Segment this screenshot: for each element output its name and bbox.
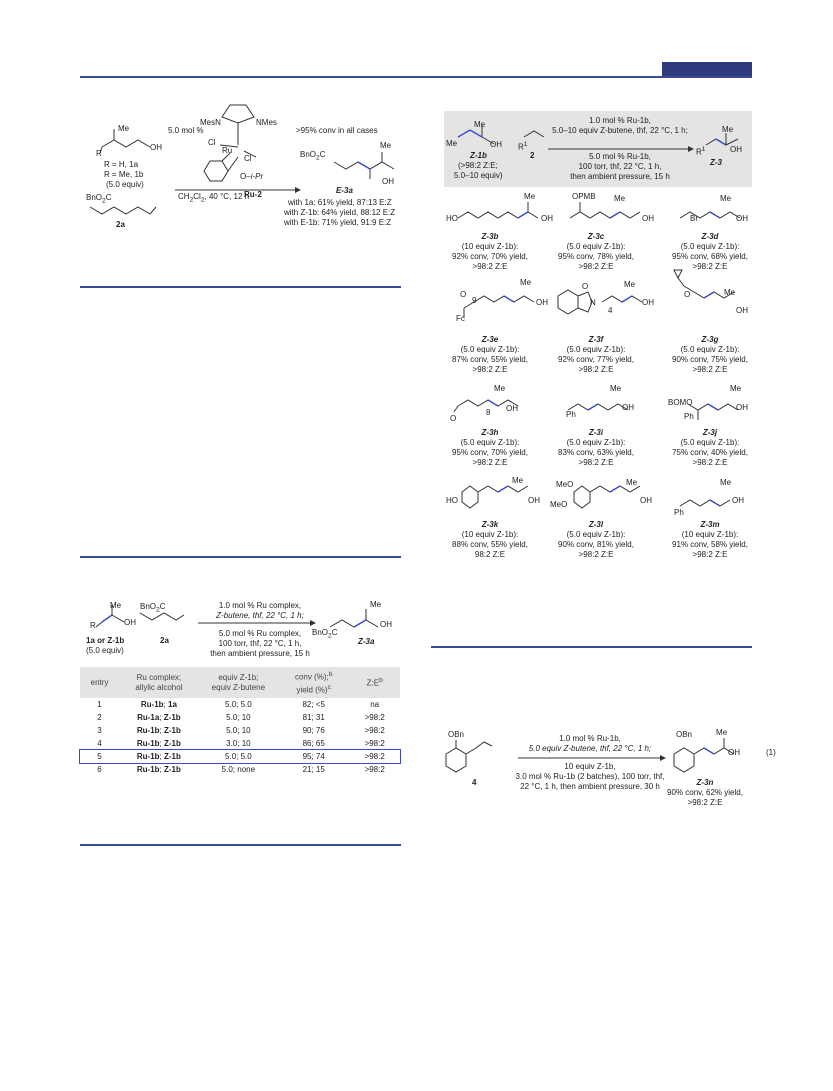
- eq1-p-oh: OH: [728, 748, 740, 757]
- p3d-me: Me: [720, 194, 732, 203]
- rt-eq: 5.0–10 equiv): [454, 171, 503, 180]
- cell-entry: 2: [97, 713, 102, 723]
- rt-p-r1: $R^1$: [696, 146, 706, 157]
- p3j-oh: OH: [736, 403, 748, 412]
- cell-cat: Ru-1b; Z-1b: [136, 739, 181, 749]
- r-me-label: R = Me, 1b: [104, 170, 144, 179]
- eq1-obn: OBn: [448, 730, 465, 739]
- cell-eq: 3.0; 10: [226, 739, 251, 749]
- cell-eq: 5.0; 5.0: [225, 752, 252, 762]
- p3c-caption: Z-3c (5.0 equiv Z-1b): 95% conv, 78% yield, >98:2 Z:E: [558, 232, 634, 271]
- eq1-number: (1): [766, 748, 776, 757]
- prod-label: E-3a: [336, 186, 353, 195]
- eq1-p-caption: Z-3n 90% conv, 62% yield, >98:2 Z:E: [667, 778, 743, 807]
- bnoc-label: BnO$_2$C: [86, 193, 112, 205]
- p3e-me: Me: [520, 278, 532, 287]
- cell-cy: 90; 76: [302, 726, 325, 736]
- cell-cy: 21; 15: [302, 765, 325, 775]
- nmes: NMes: [256, 118, 277, 127]
- p3c-oh: OH: [642, 214, 654, 223]
- table-row: [80, 711, 400, 724]
- table-row: [80, 737, 400, 750]
- th-ru-complex: Ru complex; allylic alcohol: [119, 667, 199, 698]
- results-table: [80, 667, 400, 776]
- lb-sm-label: 1a or Z-1b: [86, 636, 125, 645]
- right-rule: [431, 646, 752, 648]
- cell-cat: Ru-1b; Z-1b: [136, 726, 181, 736]
- cell-eq: 5.0; 5.0: [225, 700, 252, 710]
- p3l-sub1: MeO: [556, 480, 574, 489]
- table-row-highlighted: [80, 750, 400, 763]
- lb-sm-equiv: (5.0 equiv): [86, 646, 124, 655]
- p3j-sub1: BOMO: [668, 398, 693, 407]
- table-row: [80, 698, 400, 711]
- p3d-oh: OH: [736, 214, 748, 223]
- p3g-me: Me: [724, 288, 736, 297]
- eq1-c4: 3.0 mol % Ru-1b (2 batches), 100 torr, thf,: [515, 772, 665, 781]
- p3h-sub: O: [450, 414, 457, 423]
- p3m-caption: Z-3m (10 equiv Z-1b): 91% conv, 58% yield, >98:2 Z:E: [672, 520, 748, 559]
- ru: Ru: [222, 146, 233, 155]
- header-tag: [662, 62, 752, 76]
- eq1-p-me: Me: [716, 728, 728, 737]
- cell-ze: >98:2: [364, 752, 385, 762]
- cell-ze: >98:2: [364, 765, 385, 775]
- eq1-cmpd4: 4: [472, 778, 477, 787]
- rt-oh: OH: [490, 140, 502, 149]
- p3h-caption: Z-3h (5.0 equiv Z-1b): 95% conv, 70% yield, >98:2 Z:E: [452, 428, 528, 467]
- p3e-caption: Z-3e (5.0 equiv Z-1b): 87% conv, 55% yield, >98:2 Z:E: [452, 335, 528, 374]
- p3h-n: 8: [486, 408, 491, 417]
- rt-me2: Me: [446, 139, 458, 148]
- p3f-caption: Z-3f (5.0 equiv Z-1b): 92% conv, 77% yield, >98:2 Z:E: [558, 335, 634, 374]
- cell-eq: 5.0; none: [221, 765, 256, 775]
- p3k-me: Me: [512, 476, 524, 485]
- lb-bnoc: BnO$_2$C: [140, 602, 166, 614]
- rt-ze: (>98:2 Z:E;: [458, 161, 498, 170]
- p3f-oh: OH: [642, 298, 654, 307]
- cell-cy: 95; 74: [302, 752, 325, 762]
- lb-cond3: 5.0 mol % Ru complex,: [218, 629, 302, 638]
- header-rule: [80, 76, 752, 78]
- p3m-me: Me: [720, 478, 732, 487]
- cell-ze: >98:2: [364, 726, 385, 736]
- lb-prod-bnoc: BnO$_2$C: [312, 628, 338, 640]
- rt-c1: 1.0 mol % Ru-1b,: [589, 116, 651, 125]
- rt-c2: 5.0–10 equiv Z-butene, thf, 22 °C, 1 h;: [552, 126, 688, 135]
- p3e-sub1: Fc: [456, 314, 465, 323]
- p3b-caption: Z-3b (10 equiv Z-1b): 92% conv, 70% yield, >98:2 Z:E: [452, 232, 528, 271]
- p3m-oh: OH: [732, 496, 744, 505]
- rt-me1: Me: [474, 120, 486, 129]
- p3d-sub: Br: [690, 214, 698, 223]
- mesn: MesN: [200, 118, 221, 127]
- th-conv: conv (%);$^b$ yield (%)$^c$: [278, 667, 349, 698]
- prod-me: Me: [380, 141, 392, 150]
- cell-cat: Ru-1b; Z-1b: [136, 752, 181, 762]
- left-rule-1: [80, 286, 401, 288]
- rt-p-oh: OH: [730, 145, 742, 154]
- lb-r: R: [90, 621, 96, 630]
- p3c-sub: OPMB: [572, 192, 596, 201]
- p3k-oh: OH: [528, 496, 540, 505]
- lb-cond2: Z-butene, thf, 22 °C, 1 h;: [216, 611, 304, 620]
- cl2: Cl: [244, 154, 252, 163]
- p3k-caption: Z-3k (10 equiv Z-1b): 88% conv, 55% yield, 98:2 Z:E: [452, 520, 528, 559]
- cell-cy: 81; 31: [302, 713, 325, 723]
- cell-eq: 5.0; 10: [226, 726, 251, 736]
- p3i-sub: Ph: [566, 410, 576, 419]
- p3j-sub2: Ph: [684, 412, 694, 421]
- prod-oh: OH: [382, 177, 394, 186]
- rt-z1b: Z-1b: [470, 151, 487, 160]
- eq1-c2: 5.0 equiv Z-butene, thf, 22 °C, 1 h;: [528, 744, 652, 753]
- p3e-n: 9: [472, 296, 477, 305]
- lb-me: Me: [110, 601, 122, 610]
- th-ze: $Z:E^b$: [349, 667, 400, 698]
- cell-entry: 4: [97, 739, 102, 749]
- p3h-me: Me: [494, 384, 506, 393]
- cat-loading: 5.0 mol %: [168, 126, 204, 135]
- rt-r1: $R^1$: [518, 141, 528, 152]
- th-equiv: equiv Z-1b; equiv Z-butene: [199, 667, 278, 698]
- cell-entry: 3: [97, 726, 102, 736]
- rt-cmpd2: 2: [530, 151, 535, 160]
- p3j-caption: Z-3j (5.0 equiv Z-1b): 75% conv, 40% yield, >98:2 Z:E: [672, 428, 748, 467]
- table-row: [80, 724, 400, 737]
- p3k-sub: HO: [446, 496, 458, 505]
- cell-ze: >98:2: [364, 713, 385, 723]
- p3g-sub: O: [684, 290, 691, 299]
- prod-bnoc: BnO$_2$C: [300, 150, 326, 162]
- left-rule-3: [80, 844, 401, 846]
- lb-cond5: then ambient pressure, 15 h: [210, 649, 310, 658]
- rt-p-me: Me: [722, 125, 734, 134]
- lb-prod-label: Z-3a: [358, 637, 375, 646]
- equiv-label: (5.0 equiv): [106, 180, 144, 189]
- lb-oh: OH: [124, 618, 136, 627]
- p3g-caption: Z-3g (5.0 equiv Z-1b): 90% conv, 75% yield, >98:2 Z:E: [672, 335, 748, 374]
- p3f-me: Me: [624, 280, 636, 289]
- p3i-oh: OH: [622, 403, 634, 412]
- p3i-me: Me: [610, 384, 622, 393]
- result-1: with 1a: 61% yield, 87:13 E:Z: [288, 198, 392, 207]
- allyl-r: R: [96, 149, 102, 158]
- r-h-label: R = H, 1a: [104, 160, 139, 169]
- p3l-oh: OH: [640, 496, 652, 505]
- rt-c3: 5.0 mol % Ru-1b,: [589, 152, 651, 161]
- allyl-me: Me: [118, 124, 130, 133]
- eq1-c1: 1.0 mol % Ru-1b,: [559, 734, 621, 743]
- p3c-me: Me: [614, 194, 626, 203]
- rt-c4: 100 torr, thf, 22 °C, 1 h,: [578, 162, 662, 171]
- allyl-oh: OH: [150, 143, 162, 152]
- eq1-c5: 22 °C, 1 h, then ambient pressure, 30 h: [520, 782, 660, 791]
- result-3: with E-1b: 71% yield, 91:9 E:Z: [284, 218, 392, 227]
- p3m-sub: Ph: [674, 508, 684, 517]
- table-header-row: [80, 667, 400, 698]
- conv-note: >95% conv in all cases: [296, 126, 378, 135]
- cat-name: Ru-2: [244, 190, 262, 199]
- rt-p-label: Z-3: [710, 158, 722, 167]
- lb-prod-me: Me: [370, 600, 382, 609]
- solvent-cond: $CH_2Cl_2$, 40 °C, 12 h: [178, 192, 250, 204]
- rt-c5: then ambient pressure, 15 h: [570, 172, 670, 181]
- p3f-n: 4: [608, 306, 613, 315]
- result-2: with Z-1b: 64% yield, 88:12 E:Z: [284, 208, 396, 217]
- cell-cat: Ru-1b; Z-1b: [136, 765, 181, 775]
- cell-cat: Ru-1b; 1a: [140, 700, 177, 710]
- p3d-caption: Z-3d (5.0 equiv Z-1b): 95% conv, 68% yield, >98:2 Z:E: [672, 232, 748, 271]
- lb-cond1: 1.0 mol % Ru complex,: [218, 601, 302, 610]
- cell-eq: 5.0; 10: [226, 713, 251, 723]
- eq1-c3: 10 equiv Z-1b,: [564, 762, 616, 771]
- p3l-caption: Z-3l (5.0 equiv Z-1b): 90% conv, 81% yield, >98:2 Z:E: [558, 520, 634, 559]
- p3l-sub2: MeO: [550, 500, 568, 509]
- cell-entry: 1: [97, 700, 102, 710]
- th-entry: entry: [80, 667, 119, 698]
- p3b-sub: HO: [446, 214, 458, 223]
- cell-ze: >98:2: [364, 739, 385, 749]
- eq1-p-obn: OBn: [676, 730, 693, 739]
- lb-2a: 2a: [160, 636, 169, 645]
- cell-cat: Ru-1a; Z-1b: [137, 713, 181, 723]
- p3b-oh: OH: [541, 214, 553, 223]
- p3g-oh: OH: [736, 306, 748, 315]
- cl1: Cl: [208, 138, 216, 147]
- left-rule-2: [80, 556, 401, 558]
- p3j-me: Me: [730, 384, 742, 393]
- p3e-sub2: O: [460, 290, 467, 299]
- cmpd-2a: 2a: [116, 220, 125, 229]
- cell-cy: 86; 65: [302, 739, 325, 749]
- cell-entry: 6: [97, 765, 102, 775]
- lb-prod-oh: OH: [380, 620, 392, 629]
- cell-cy: 82; <5: [302, 700, 325, 710]
- cell-ze: na: [370, 700, 380, 710]
- lb-cond4: 100 torr, thf, 22 °C, 1 h,: [218, 639, 302, 648]
- p3i-caption: Z-3i (5.0 equiv Z-1b): 83% conv, 63% yield, >98:2 Z:E: [558, 428, 634, 467]
- p3h-oh: OH: [506, 404, 518, 413]
- p3f-sub1: N: [590, 298, 596, 307]
- cell-entry: 5: [97, 752, 102, 762]
- p3l-me: Me: [626, 478, 638, 487]
- p3f-sub2: O: [582, 282, 589, 291]
- oipr: O–i-Pr: [240, 172, 264, 181]
- p3e-oh: OH: [536, 298, 548, 307]
- p3b-me: Me: [524, 192, 536, 201]
- table-row: [80, 763, 400, 776]
